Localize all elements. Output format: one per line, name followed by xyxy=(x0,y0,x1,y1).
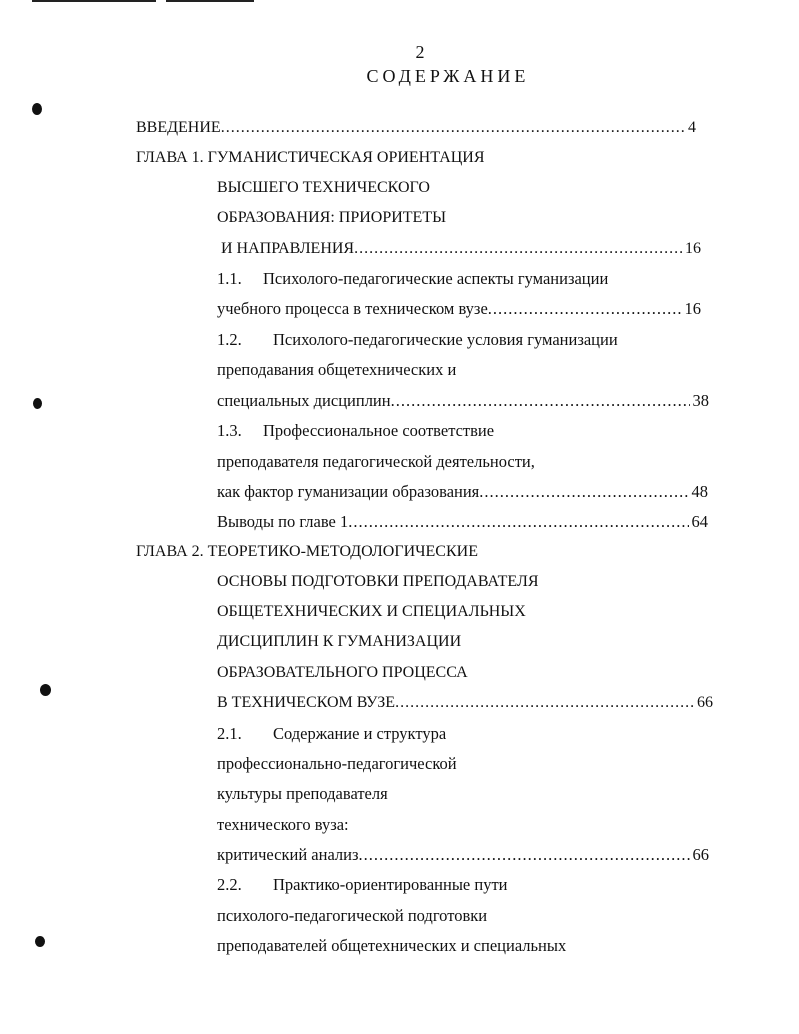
binding-hole xyxy=(32,103,42,115)
section-number: 1.2. xyxy=(217,330,242,349)
toc-label: как фактор гуманизации образования xyxy=(217,482,480,501)
dot-leader xyxy=(488,296,682,322)
toc-label: ВВЕДЕНИЕ xyxy=(136,119,221,136)
section-1-1-line xyxy=(217,266,608,292)
toc-label: специальных дисциплин xyxy=(217,391,391,410)
toc-label: В ТЕХНИЧЕСКОМ ВУЗЕ xyxy=(217,694,396,711)
chapter-2-title-line: ОБЩЕТЕХНИЧЕСКИХ И СПЕЦИАЛЬНЫХ xyxy=(217,603,526,620)
toc-page: 16 xyxy=(685,240,701,257)
section-1-2-line: преподавания общетехнических и xyxy=(217,360,457,379)
section-2-2-line: психолого-педагогической подготовки xyxy=(217,906,488,925)
chapter-1-title-line: ВЫСШЕГО ТЕХНИЧЕСКОГО xyxy=(217,179,430,196)
section-2-1-line: профессионально-педагогической xyxy=(217,754,457,773)
chapter-2-title-last xyxy=(217,690,713,716)
dot-leader xyxy=(479,479,688,505)
section-2-1-line: технического вуза: xyxy=(217,815,349,834)
dot-leader xyxy=(359,842,690,868)
dot-leader xyxy=(221,115,685,141)
section-2-1-line: культуры преподавателя xyxy=(217,784,388,803)
chapter-1-title-line: ГЛАВА 1. ГУМАНИСТИЧЕСКАЯ ОРИЕНТАЦИЯ xyxy=(136,149,485,166)
binding-hole xyxy=(40,684,51,696)
section-number: 1.3. xyxy=(217,421,242,440)
section-title: Практико-ориентированные пути xyxy=(273,875,508,894)
section-2-2-line xyxy=(217,872,508,898)
section-number: 2.2. xyxy=(217,875,242,894)
toc-label: И НАПРАВЛЕНИЯ xyxy=(221,240,355,257)
toc-page: 66 xyxy=(697,694,713,711)
dot-leader xyxy=(395,690,694,716)
binding-hole xyxy=(33,398,42,409)
chapter-1-conclusions xyxy=(217,509,708,535)
chapter-2-title-line: ОСНОВЫ ПОДГОТОВКИ ПРЕПОДАВАТЕЛЯ xyxy=(217,573,539,590)
toc-page: 64 xyxy=(691,512,708,531)
page-number: 2 xyxy=(415,42,425,62)
chapter-1-title-last xyxy=(221,236,701,262)
section-2-2-line: преподавателей общетехнических и специальных xyxy=(217,936,567,955)
chapter-2-title-line: ГЛАВА 2. ТЕОРЕТИКО-МЕТОДОЛОГИЧЕСКИЕ xyxy=(136,543,478,560)
chapter-1-title-line: ОБРАЗОВАНИЯ: ПРИОРИТЕТЫ xyxy=(217,209,447,226)
scan-rule-left xyxy=(32,0,156,2)
section-title: Содержание и структура xyxy=(273,724,447,743)
toc-page: 48 xyxy=(691,482,708,501)
chapter-2-title-line: ОБРАЗОВАТЕЛЬНОГО ПРОЦЕССА xyxy=(217,664,468,681)
section-1-2-last xyxy=(217,388,709,414)
toc-page: 38 xyxy=(692,391,709,410)
toc-page: 66 xyxy=(692,845,709,864)
section-1-3-line: преподавателя педагогической деятельности, xyxy=(217,452,535,471)
section-2-1-line xyxy=(217,721,446,747)
section-1-2-line xyxy=(217,327,618,353)
section-number: 2.1. xyxy=(217,724,242,743)
section-title: Психолого-педагогические аспекты гуманизации xyxy=(263,269,609,288)
toc-label: Выводы по главе 1 xyxy=(217,512,349,531)
page-title: СОДЕРЖАНИЕ xyxy=(366,66,530,86)
toc-page: 16 xyxy=(684,299,701,318)
toc-label: критический анализ xyxy=(217,845,359,864)
toc-intro xyxy=(136,115,696,141)
section-2-1-last xyxy=(217,842,709,868)
section-title: Психолого-педагогические условия гуманизации xyxy=(273,330,618,349)
scan-rule-right xyxy=(166,0,254,2)
section-1-3-last xyxy=(217,479,708,505)
dot-leader xyxy=(348,509,688,535)
section-title: Профессиональное соответствие xyxy=(263,421,495,440)
section-1-1-last xyxy=(217,296,701,322)
section-1-3-line xyxy=(217,418,494,444)
dot-leader xyxy=(391,388,690,414)
section-number: 1.1. xyxy=(217,269,242,288)
dot-leader xyxy=(354,236,682,262)
toc-label: учебного процесса в техническом вузе xyxy=(217,299,488,318)
binding-hole xyxy=(35,936,45,947)
toc-page: 4 xyxy=(688,119,696,136)
chapter-2-title-line: ДИСЦИПЛИН К ГУМАНИЗАЦИИ xyxy=(217,633,462,650)
